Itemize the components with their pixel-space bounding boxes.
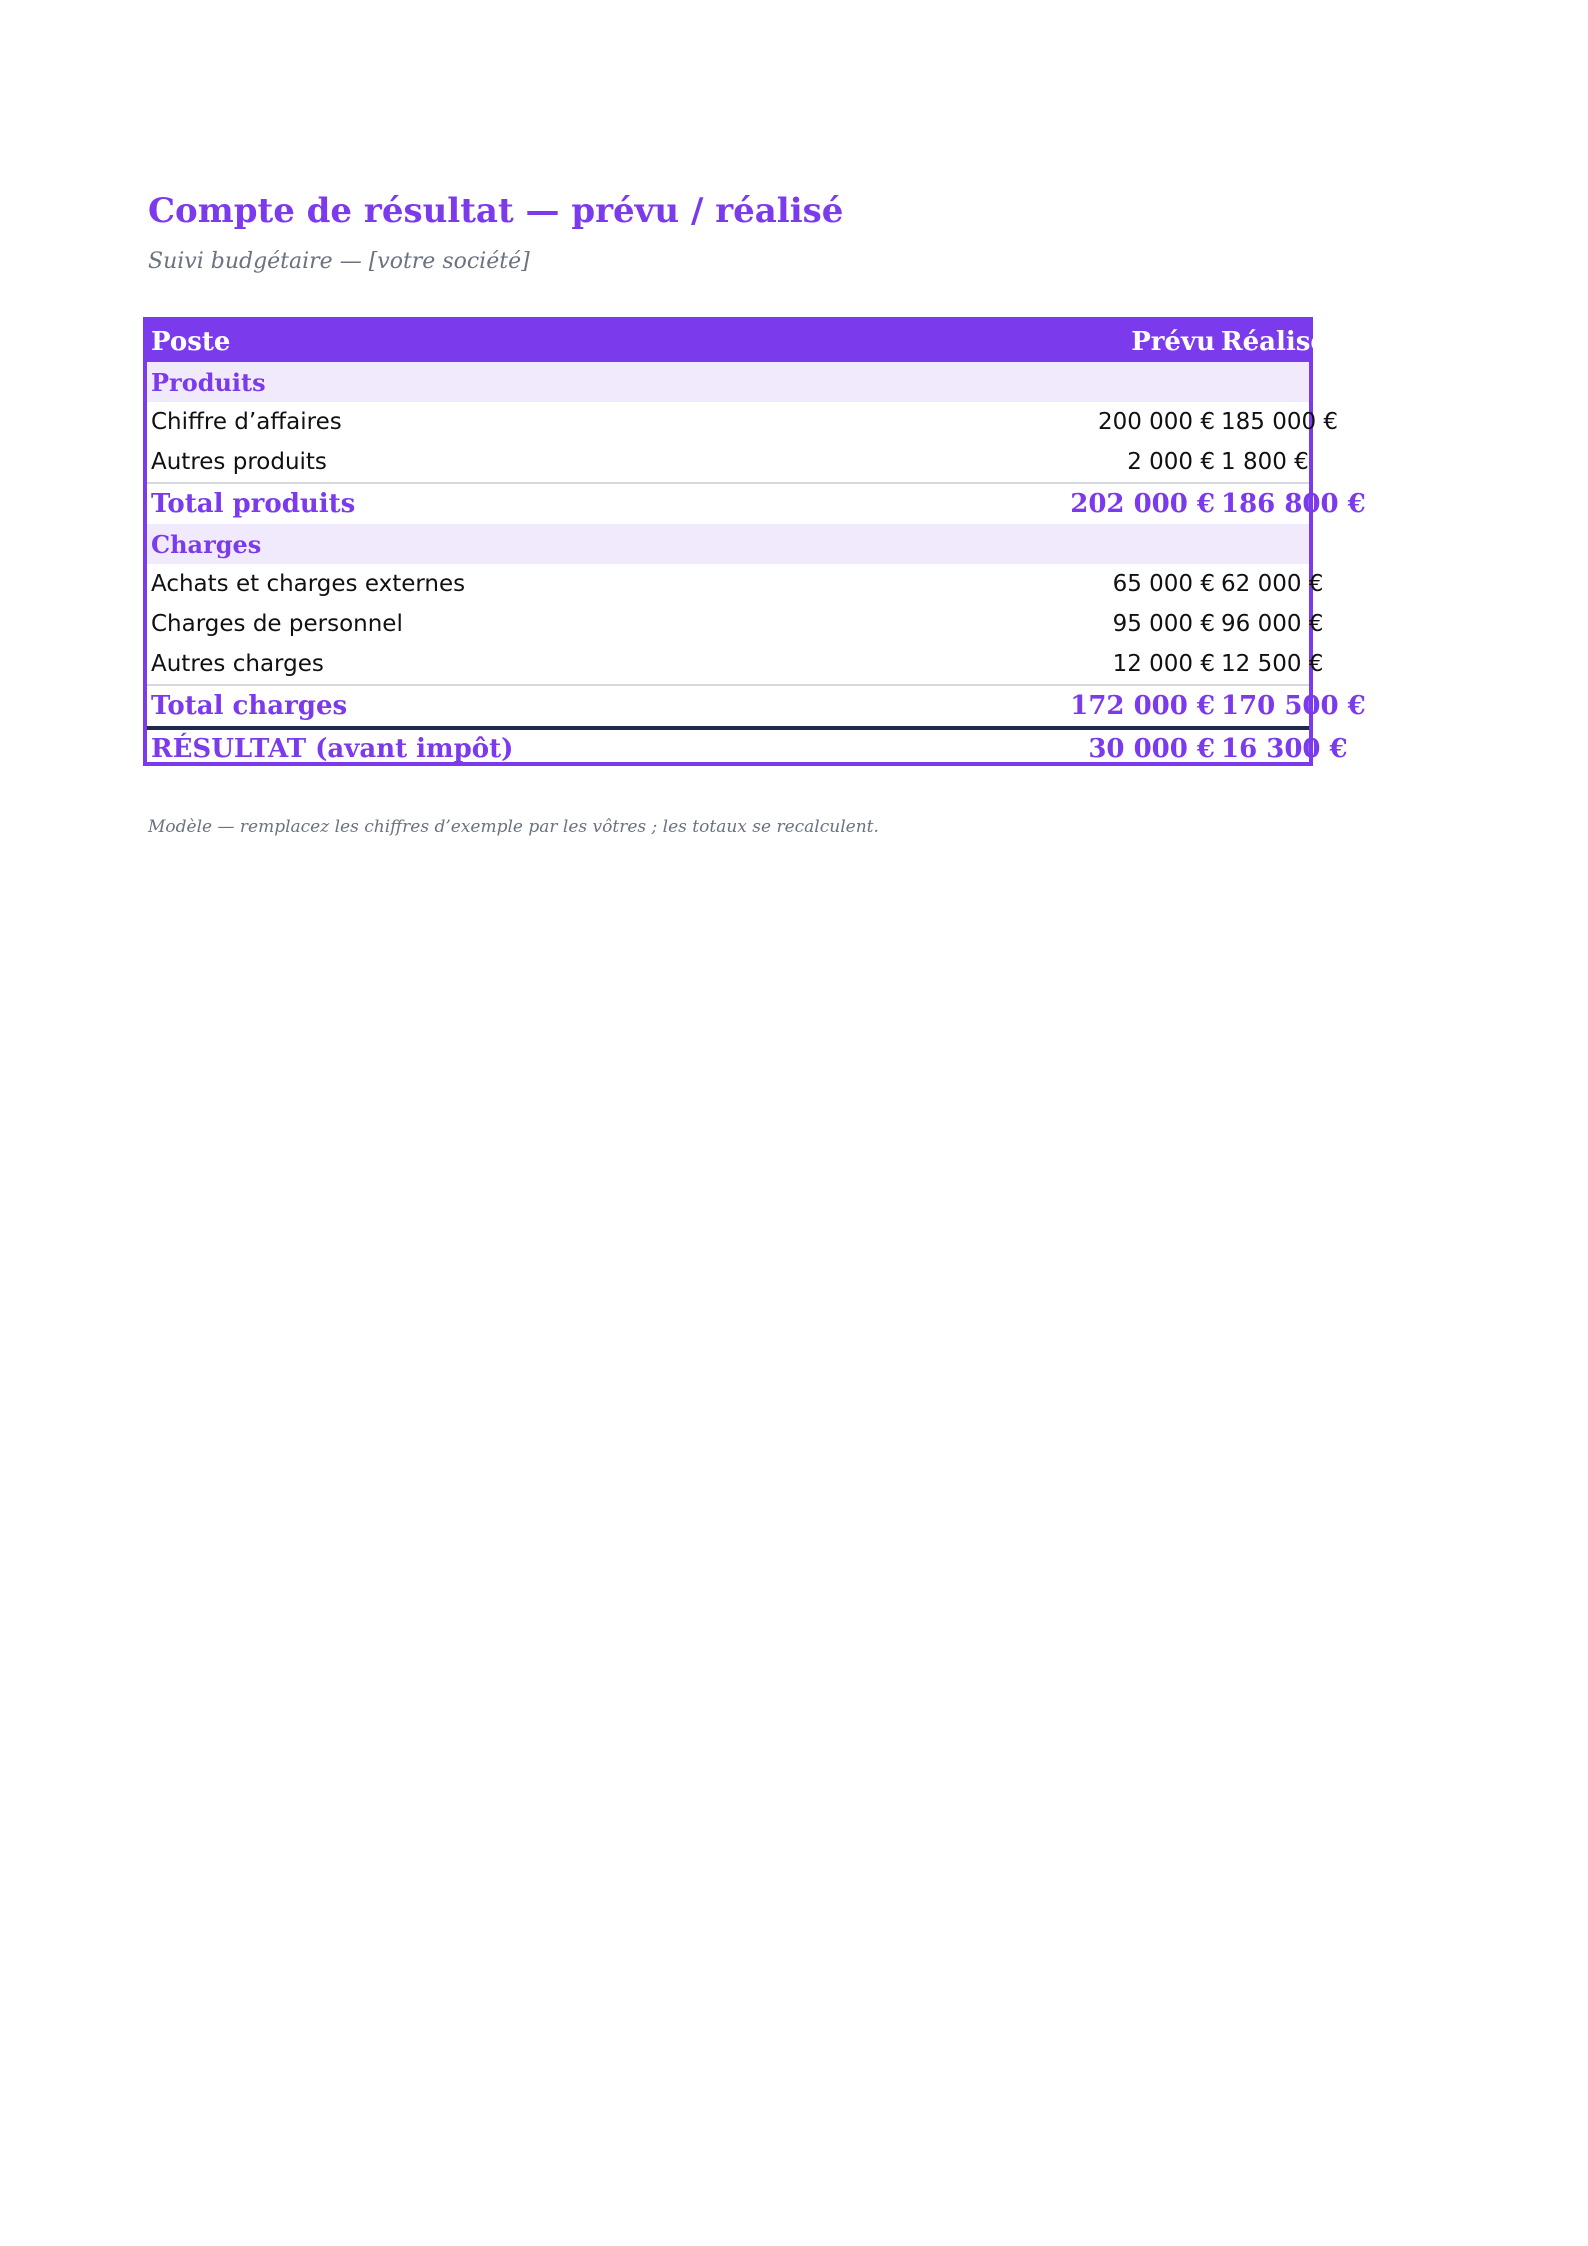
row-prevu: 65 000 € — [1112, 571, 1215, 597]
row-realise: 62 000 € — [1221, 571, 1324, 597]
result-realise: 16 300 € — [1217, 728, 1309, 767]
row-realise: 96 000 € — [1221, 611, 1324, 637]
section-row-charges — [147, 524, 1309, 564]
table-row — [147, 442, 1309, 483]
row-realise: 12 500 € — [1221, 651, 1324, 677]
table-row — [147, 644, 1309, 685]
result-prevu: 30 000 € — [897, 728, 1217, 767]
header-prevu: Prévu — [897, 321, 1217, 362]
total-charges-prevu: 172 000 € — [897, 685, 1217, 728]
section-row-produits — [147, 362, 1309, 402]
row-prevu: 2 000 € — [1127, 449, 1215, 475]
result-row — [147, 728, 1309, 767]
header-poste: Poste — [147, 321, 897, 362]
row-poste: Chiffre d’affaires — [151, 409, 342, 435]
total-produits-label: Total produits — [147, 483, 897, 524]
row-poste: Achats et charges externes — [151, 571, 466, 597]
total-charges-realise: 170 500 € — [1217, 685, 1309, 728]
total-row-charges — [147, 685, 1309, 728]
income-statement-grid — [147, 321, 1366, 767]
section-label-charges: Charges — [147, 524, 1309, 564]
row-poste: Autres produits — [151, 449, 327, 475]
row-poste: Autres charges — [151, 651, 324, 677]
footnote: Modèle — remplacez les chiffres d’exemple par les vôtres ; les totaux se recalculent. — [148, 817, 879, 837]
income-statement-table — [143, 317, 1366, 766]
row-prevu: 12 000 € — [1112, 651, 1215, 677]
header-realise: Réalisé — [1217, 321, 1309, 362]
row-realise: 1 800 € — [1221, 449, 1309, 475]
total-produits-realise: 186 800 € — [1217, 483, 1309, 524]
total-charges-label: Total charges — [147, 685, 897, 728]
row-realise: 185 000 € — [1221, 409, 1339, 435]
page-title: Compte de résultat — prévu / réalisé — [148, 191, 844, 231]
result-label: RÉSULTAT (avant impôt) — [147, 728, 897, 767]
table-row — [147, 564, 1309, 604]
total-produits-prevu: 202 000 € — [897, 483, 1217, 524]
section-label-produits: Produits — [147, 362, 1309, 402]
page-subtitle: Suivi budgétaire — [votre société] — [148, 249, 530, 274]
row-prevu: 200 000 € — [1097, 409, 1215, 435]
total-row-produits — [147, 483, 1309, 524]
row-poste: Charges de personnel — [151, 611, 403, 637]
table-row — [147, 402, 1309, 442]
table-row — [147, 604, 1309, 644]
row-prevu: 95 000 € — [1112, 611, 1215, 637]
table-header-row — [147, 321, 1309, 362]
